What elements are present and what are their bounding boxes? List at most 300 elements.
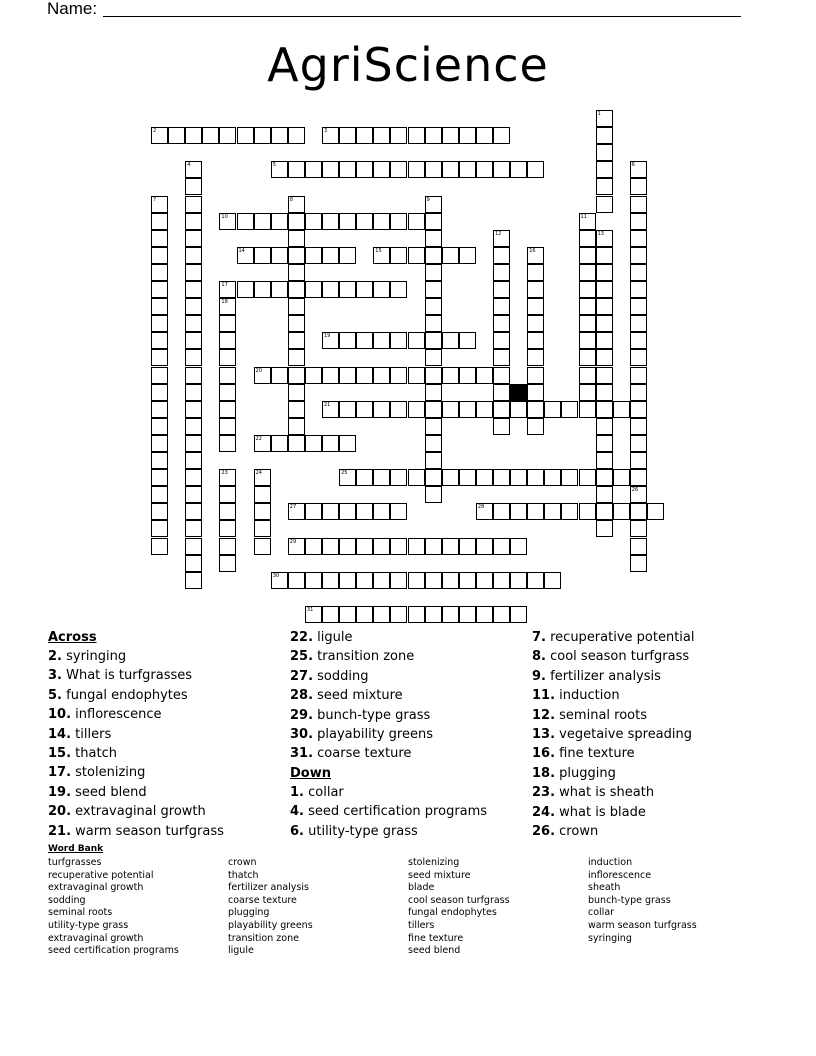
grid-cell[interactable] xyxy=(476,401,493,418)
grid-cell[interactable] xyxy=(493,332,510,349)
grid-cell[interactable] xyxy=(356,469,373,486)
grid-cell[interactable] xyxy=(527,503,544,520)
grid-cell[interactable] xyxy=(305,247,322,264)
grid-cell[interactable] xyxy=(510,161,527,178)
grid-cell[interactable] xyxy=(596,127,613,144)
grid-cell[interactable] xyxy=(185,315,202,332)
grid-cell[interactable] xyxy=(425,452,442,469)
grid-cell[interactable] xyxy=(425,332,442,349)
grid-cell[interactable] xyxy=(254,486,271,503)
grid-cell[interactable] xyxy=(185,520,202,537)
grid-cell[interactable] xyxy=(185,452,202,469)
grid-cell[interactable] xyxy=(151,418,168,435)
grid-cell[interactable] xyxy=(596,230,613,247)
grid-cell[interactable] xyxy=(185,555,202,572)
grid-cell[interactable] xyxy=(373,281,390,298)
grid-cell[interactable] xyxy=(408,247,425,264)
grid-cell[interactable] xyxy=(356,161,373,178)
grid-cell[interactable] xyxy=(288,213,305,230)
grid-cell[interactable] xyxy=(390,127,407,144)
grid-cell[interactable] xyxy=(185,264,202,281)
grid-cell[interactable] xyxy=(442,538,459,555)
grid-cell[interactable] xyxy=(151,538,168,555)
grid-cell[interactable] xyxy=(425,298,442,315)
grid-cell[interactable] xyxy=(630,520,647,537)
grid-cell[interactable] xyxy=(596,418,613,435)
grid-cell[interactable] xyxy=(476,367,493,384)
grid-cell[interactable] xyxy=(339,572,356,589)
grid-cell[interactable] xyxy=(630,555,647,572)
grid-cell[interactable] xyxy=(425,469,442,486)
grid-cell[interactable] xyxy=(339,401,356,418)
grid-cell[interactable] xyxy=(408,538,425,555)
grid-cell[interactable] xyxy=(373,572,390,589)
grid-cell[interactable] xyxy=(151,349,168,366)
grid-cell[interactable] xyxy=(288,332,305,349)
grid-cell[interactable] xyxy=(596,384,613,401)
grid-cell[interactable] xyxy=(493,264,510,281)
grid-cell[interactable] xyxy=(425,196,442,213)
grid-cell[interactable] xyxy=(185,401,202,418)
grid-cell[interactable] xyxy=(544,469,561,486)
grid-cell[interactable] xyxy=(305,572,322,589)
grid-cell[interactable] xyxy=(271,161,288,178)
grid-cell[interactable] xyxy=(425,161,442,178)
grid-cell[interactable] xyxy=(425,486,442,503)
grid-cell[interactable] xyxy=(185,384,202,401)
grid-cell[interactable] xyxy=(390,247,407,264)
grid-cell[interactable] xyxy=(493,606,510,623)
grid-cell[interactable] xyxy=(630,264,647,281)
grid-cell[interactable] xyxy=(288,572,305,589)
grid-cell[interactable] xyxy=(305,435,322,452)
grid-cell[interactable] xyxy=(305,606,322,623)
grid-cell[interactable] xyxy=(442,469,459,486)
grid-cell[interactable] xyxy=(202,127,219,144)
grid-cell[interactable] xyxy=(596,281,613,298)
grid-cell[interactable] xyxy=(151,332,168,349)
grid-cell[interactable] xyxy=(510,469,527,486)
grid-cell[interactable] xyxy=(425,264,442,281)
grid-cell[interactable] xyxy=(579,247,596,264)
grid-cell[interactable] xyxy=(288,315,305,332)
grid-cell[interactable] xyxy=(390,367,407,384)
grid-cell[interactable] xyxy=(185,213,202,230)
grid-cell[interactable] xyxy=(288,435,305,452)
grid-cell[interactable] xyxy=(493,315,510,332)
grid-cell[interactable] xyxy=(322,332,339,349)
grid-cell[interactable] xyxy=(322,281,339,298)
grid-cell[interactable] xyxy=(647,503,664,520)
grid-cell[interactable] xyxy=(356,367,373,384)
grid-cell[interactable] xyxy=(185,486,202,503)
grid-cell[interactable] xyxy=(425,606,442,623)
grid-cell[interactable] xyxy=(356,401,373,418)
grid-cell[interactable] xyxy=(356,538,373,555)
grid-cell[interactable] xyxy=(493,538,510,555)
grid-cell[interactable] xyxy=(579,264,596,281)
grid-cell[interactable] xyxy=(254,127,271,144)
grid-cell[interactable] xyxy=(237,127,254,144)
grid-cell[interactable] xyxy=(185,230,202,247)
grid-cell[interactable] xyxy=(493,247,510,264)
grid-cell[interactable] xyxy=(596,332,613,349)
grid-cell[interactable] xyxy=(356,572,373,589)
grid-cell[interactable] xyxy=(305,281,322,298)
grid-cell[interactable] xyxy=(544,572,561,589)
grid-cell[interactable] xyxy=(510,538,527,555)
grid-cell[interactable] xyxy=(322,572,339,589)
grid-cell[interactable] xyxy=(288,298,305,315)
grid-cell[interactable] xyxy=(185,332,202,349)
grid-cell[interactable] xyxy=(425,418,442,435)
grid-cell[interactable] xyxy=(271,281,288,298)
grid-cell[interactable] xyxy=(322,503,339,520)
grid-cell[interactable] xyxy=(237,281,254,298)
grid-cell[interactable] xyxy=(185,469,202,486)
grid-cell[interactable] xyxy=(254,281,271,298)
grid-cell[interactable] xyxy=(305,161,322,178)
grid-cell[interactable] xyxy=(271,572,288,589)
grid-cell[interactable] xyxy=(390,469,407,486)
grid-cell[interactable] xyxy=(288,230,305,247)
grid-cell[interactable] xyxy=(219,384,236,401)
grid-cell[interactable] xyxy=(476,469,493,486)
grid-cell[interactable] xyxy=(425,213,442,230)
grid-cell[interactable] xyxy=(271,213,288,230)
grid-cell[interactable] xyxy=(630,435,647,452)
grid-cell[interactable] xyxy=(322,401,339,418)
grid-cell[interactable] xyxy=(322,247,339,264)
grid-cell[interactable] xyxy=(425,247,442,264)
grid-cell[interactable] xyxy=(408,401,425,418)
grid-cell[interactable] xyxy=(630,298,647,315)
grid-cell[interactable] xyxy=(288,247,305,264)
grid-cell[interactable] xyxy=(579,503,596,520)
grid-cell[interactable] xyxy=(185,572,202,589)
grid-cell[interactable] xyxy=(579,281,596,298)
grid-cell[interactable] xyxy=(390,161,407,178)
grid-cell[interactable] xyxy=(459,127,476,144)
grid-cell[interactable] xyxy=(185,349,202,366)
grid-cell[interactable] xyxy=(613,469,630,486)
grid-cell[interactable] xyxy=(527,264,544,281)
grid-cell[interactable] xyxy=(493,503,510,520)
grid-cell[interactable] xyxy=(339,332,356,349)
grid-cell[interactable] xyxy=(476,161,493,178)
grid-cell[interactable] xyxy=(596,298,613,315)
grid-cell[interactable] xyxy=(288,196,305,213)
grid-cell[interactable] xyxy=(254,367,271,384)
grid-cell[interactable] xyxy=(288,384,305,401)
grid-cell[interactable] xyxy=(237,213,254,230)
grid-cell[interactable] xyxy=(630,332,647,349)
grid-cell[interactable] xyxy=(271,247,288,264)
grid-cell[interactable] xyxy=(390,213,407,230)
grid-cell[interactable] xyxy=(254,503,271,520)
grid-cell[interactable] xyxy=(219,281,236,298)
grid-cell[interactable] xyxy=(151,486,168,503)
grid-cell[interactable] xyxy=(527,315,544,332)
grid-cell[interactable] xyxy=(219,538,236,555)
grid-cell[interactable] xyxy=(288,264,305,281)
grid-cell[interactable] xyxy=(493,161,510,178)
grid-cell[interactable] xyxy=(219,127,236,144)
grid-cell[interactable] xyxy=(271,435,288,452)
grid-cell[interactable] xyxy=(493,384,510,401)
grid-cell[interactable] xyxy=(288,538,305,555)
grid-cell[interactable] xyxy=(630,367,647,384)
grid-cell[interactable] xyxy=(596,503,613,520)
grid-cell[interactable] xyxy=(579,298,596,315)
grid-cell[interactable] xyxy=(185,538,202,555)
grid-cell[interactable] xyxy=(596,469,613,486)
grid-cell[interactable] xyxy=(493,418,510,435)
grid-cell[interactable] xyxy=(219,401,236,418)
grid-cell[interactable] xyxy=(579,315,596,332)
grid-cell[interactable] xyxy=(151,520,168,537)
grid-cell[interactable] xyxy=(254,538,271,555)
grid-cell[interactable] xyxy=(630,161,647,178)
grid-cell[interactable] xyxy=(373,127,390,144)
grid-cell[interactable] xyxy=(596,452,613,469)
grid-cell[interactable] xyxy=(442,247,459,264)
grid-cell[interactable] xyxy=(322,606,339,623)
grid-cell[interactable] xyxy=(425,384,442,401)
grid-cell[interactable] xyxy=(322,538,339,555)
grid-cell[interactable] xyxy=(425,435,442,452)
grid-cell[interactable] xyxy=(561,503,578,520)
grid-cell[interactable] xyxy=(288,401,305,418)
grid-cell[interactable] xyxy=(596,161,613,178)
grid-cell[interactable] xyxy=(510,503,527,520)
grid-cell[interactable] xyxy=(151,435,168,452)
grid-cell[interactable] xyxy=(527,572,544,589)
grid-cell[interactable] xyxy=(390,281,407,298)
grid-cell[interactable] xyxy=(425,281,442,298)
grid-cell[interactable] xyxy=(151,213,168,230)
grid-cell[interactable] xyxy=(630,538,647,555)
grid-cell[interactable] xyxy=(596,520,613,537)
grid-cell[interactable] xyxy=(527,161,544,178)
grid-cell[interactable] xyxy=(596,401,613,418)
grid-cell[interactable] xyxy=(630,213,647,230)
grid-cell[interactable] xyxy=(339,538,356,555)
grid-cell[interactable] xyxy=(579,213,596,230)
grid-cell[interactable] xyxy=(630,401,647,418)
grid-cell[interactable] xyxy=(408,161,425,178)
grid-cell[interactable] xyxy=(596,144,613,161)
grid-cell[interactable] xyxy=(322,367,339,384)
grid-cell[interactable] xyxy=(254,520,271,537)
grid-cell[interactable] xyxy=(185,247,202,264)
grid-cell[interactable] xyxy=(305,213,322,230)
grid-cell[interactable] xyxy=(476,606,493,623)
grid-cell[interactable] xyxy=(390,572,407,589)
grid-cell[interactable] xyxy=(561,401,578,418)
grid-cell[interactable] xyxy=(408,367,425,384)
grid-cell[interactable] xyxy=(373,538,390,555)
grid-cell[interactable] xyxy=(288,281,305,298)
grid-cell[interactable] xyxy=(339,367,356,384)
grid-cell[interactable] xyxy=(151,127,168,144)
grid-cell[interactable] xyxy=(527,418,544,435)
grid-cell[interactable] xyxy=(408,127,425,144)
grid-cell[interactable] xyxy=(527,332,544,349)
grid-cell[interactable] xyxy=(459,367,476,384)
grid-cell[interactable] xyxy=(596,349,613,366)
grid-cell[interactable] xyxy=(596,196,613,213)
grid-cell[interactable] xyxy=(390,606,407,623)
grid-cell[interactable] xyxy=(322,435,339,452)
grid-cell[interactable] xyxy=(254,213,271,230)
grid-cell[interactable] xyxy=(493,127,510,144)
grid-cell[interactable] xyxy=(596,435,613,452)
grid-cell[interactable] xyxy=(237,247,254,264)
grid-cell[interactable] xyxy=(219,435,236,452)
grid-cell[interactable] xyxy=(219,555,236,572)
grid-cell[interactable] xyxy=(254,247,271,264)
grid-cell[interactable] xyxy=(219,349,236,366)
grid-cell[interactable] xyxy=(219,367,236,384)
grid-cell[interactable] xyxy=(630,247,647,264)
grid-cell[interactable] xyxy=(288,349,305,366)
grid-cell[interactable] xyxy=(356,332,373,349)
grid-cell[interactable] xyxy=(151,401,168,418)
grid-cell[interactable] xyxy=(425,349,442,366)
grid-cell[interactable] xyxy=(185,435,202,452)
grid-cell[interactable] xyxy=(527,247,544,264)
grid-cell[interactable] xyxy=(288,161,305,178)
grid-cell[interactable] xyxy=(185,127,202,144)
grid-cell[interactable] xyxy=(613,401,630,418)
grid-cell[interactable] xyxy=(476,538,493,555)
grid-cell[interactable] xyxy=(579,230,596,247)
grid-cell[interactable] xyxy=(459,161,476,178)
grid-cell[interactable] xyxy=(288,367,305,384)
grid-cell[interactable] xyxy=(322,213,339,230)
grid-cell[interactable] xyxy=(596,367,613,384)
grid-cell[interactable] xyxy=(322,161,339,178)
grid-cell[interactable] xyxy=(425,401,442,418)
grid-cell[interactable] xyxy=(305,367,322,384)
grid-cell[interactable] xyxy=(493,298,510,315)
grid-cell[interactable] xyxy=(408,469,425,486)
grid-cell[interactable] xyxy=(390,503,407,520)
grid-cell[interactable] xyxy=(151,247,168,264)
grid-cell[interactable] xyxy=(630,178,647,195)
grid-cell[interactable] xyxy=(151,384,168,401)
grid-cell[interactable] xyxy=(596,178,613,195)
grid-cell[interactable] xyxy=(459,332,476,349)
grid-cell[interactable] xyxy=(288,418,305,435)
grid-cell[interactable] xyxy=(322,127,339,144)
grid-cell[interactable] xyxy=(151,469,168,486)
grid-cell[interactable] xyxy=(339,127,356,144)
grid-cell[interactable] xyxy=(527,281,544,298)
grid-cell[interactable] xyxy=(442,332,459,349)
grid-cell[interactable] xyxy=(356,503,373,520)
grid-cell[interactable] xyxy=(151,281,168,298)
grid-cell[interactable] xyxy=(630,418,647,435)
grid-cell[interactable] xyxy=(630,384,647,401)
grid-cell[interactable] xyxy=(151,298,168,315)
grid-cell[interactable] xyxy=(390,538,407,555)
grid-cell[interactable] xyxy=(425,572,442,589)
grid-cell[interactable] xyxy=(596,264,613,281)
grid-cell[interactable] xyxy=(219,418,236,435)
grid-cell[interactable] xyxy=(630,503,647,520)
grid-cell[interactable] xyxy=(219,332,236,349)
grid-cell[interactable] xyxy=(596,110,613,127)
grid-cell[interactable] xyxy=(305,503,322,520)
grid-cell[interactable] xyxy=(476,572,493,589)
grid-cell[interactable] xyxy=(442,606,459,623)
grid-cell[interactable] xyxy=(442,401,459,418)
grid-cell[interactable] xyxy=(527,401,544,418)
grid-cell[interactable] xyxy=(408,332,425,349)
grid-cell[interactable] xyxy=(219,213,236,230)
grid-cell[interactable] xyxy=(408,213,425,230)
grid-cell[interactable] xyxy=(339,435,356,452)
grid-cell[interactable] xyxy=(493,281,510,298)
grid-cell[interactable] xyxy=(373,503,390,520)
grid-cell[interactable] xyxy=(390,332,407,349)
grid-cell[interactable] xyxy=(339,281,356,298)
grid-cell[interactable] xyxy=(339,161,356,178)
grid-cell[interactable] xyxy=(185,196,202,213)
grid-cell[interactable] xyxy=(425,127,442,144)
grid-cell[interactable] xyxy=(339,606,356,623)
grid-cell[interactable] xyxy=(254,435,271,452)
grid-cell[interactable] xyxy=(510,572,527,589)
grid-cell[interactable] xyxy=(408,606,425,623)
grid-cell[interactable] xyxy=(305,538,322,555)
grid-cell[interactable] xyxy=(151,452,168,469)
grid-cell[interactable] xyxy=(356,127,373,144)
grid-cell[interactable] xyxy=(425,230,442,247)
grid-cell[interactable] xyxy=(356,606,373,623)
grid-cell[interactable] xyxy=(476,503,493,520)
grid-cell[interactable] xyxy=(596,486,613,503)
grid-cell[interactable] xyxy=(356,213,373,230)
grid-cell[interactable] xyxy=(579,332,596,349)
grid-cell[interactable] xyxy=(185,281,202,298)
grid-cell[interactable] xyxy=(373,401,390,418)
grid-cell[interactable] xyxy=(373,213,390,230)
grid-cell[interactable] xyxy=(151,196,168,213)
grid-cell[interactable] xyxy=(185,367,202,384)
grid-cell[interactable] xyxy=(579,349,596,366)
grid-cell[interactable] xyxy=(219,298,236,315)
grid-cell[interactable] xyxy=(442,367,459,384)
grid-cell[interactable] xyxy=(510,401,527,418)
grid-cell[interactable] xyxy=(288,127,305,144)
grid-cell[interactable] xyxy=(185,418,202,435)
grid-cell[interactable] xyxy=(596,247,613,264)
grid-cell[interactable] xyxy=(151,315,168,332)
grid-cell[interactable] xyxy=(493,401,510,418)
grid-cell[interactable] xyxy=(527,367,544,384)
grid-cell[interactable] xyxy=(459,538,476,555)
grid-cell[interactable] xyxy=(339,213,356,230)
grid-cell[interactable] xyxy=(459,247,476,264)
grid-cell[interactable] xyxy=(630,486,647,503)
grid-cell[interactable] xyxy=(459,401,476,418)
grid-cell[interactable] xyxy=(442,127,459,144)
grid-cell[interactable] xyxy=(151,264,168,281)
grid-cell[interactable] xyxy=(339,503,356,520)
